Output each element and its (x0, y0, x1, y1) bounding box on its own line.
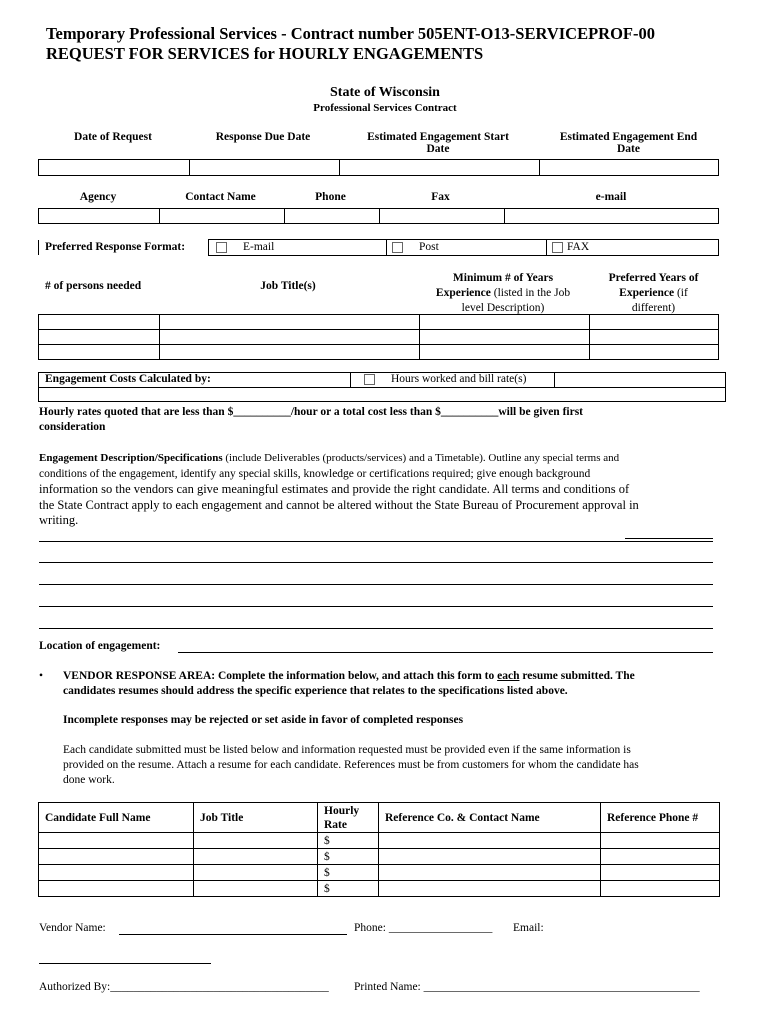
location-label: Location of engagement: (39, 640, 161, 652)
post-format-checkbox[interactable] (392, 242, 403, 253)
description-line-3[interactable] (39, 584, 713, 585)
reference-contact-cell[interactable] (379, 833, 601, 849)
engagement-costs-label: Engagement Costs Calculated by: (45, 373, 211, 385)
description-line-5[interactable] (39, 628, 713, 629)
reference-phone-cell[interactable] (601, 865, 720, 881)
document-title-line1: Temporary Professional Services - Contract number 505ENT-O13-SERVICEPROF-00 (46, 24, 655, 43)
description-line-1[interactable] (39, 541, 713, 542)
job-title-cell[interactable] (194, 881, 318, 897)
candidate-table (38, 802, 720, 897)
reference-phone-header: Reference Phone # (601, 803, 720, 833)
end-date-label: Estimated Engagement End Date (559, 131, 698, 155)
vendor-phone-field[interactable]: Phone: __________________ (354, 922, 493, 934)
preferred-years-label: Preferred Years of Experience (if different) (608, 272, 699, 314)
hourly-rate-cell[interactable]: $ (318, 881, 379, 897)
agency-input-row[interactable] (38, 208, 719, 224)
reference-contact-header: Reference Co. & Contact Name (379, 803, 601, 833)
response-due-date-label: Response Due Date (215, 131, 311, 143)
rates-line1: Hourly rates quoted that are less than $__________/hour or a total cost less than $__________will be given first (39, 406, 584, 418)
post-format-option: Post (419, 241, 439, 253)
min-years-label: Minimum # of Years Experience (listed in the Job level Description) (435, 272, 571, 314)
vendor-name-label: Vendor Name: (39, 922, 106, 934)
reference-contact-cell[interactable] (379, 865, 601, 881)
vendor-email-label: Email: (513, 922, 544, 934)
date-of-request-label: Date of Request (74, 131, 152, 143)
agency-label: Agency (79, 191, 117, 203)
document-title-line2: REQUEST FOR SERVICES for HOURLY ENGAGEMENTS (46, 44, 484, 63)
hours-checkbox[interactable] (364, 374, 375, 385)
candidate-name-header: Candidate Full Name (39, 803, 194, 833)
hours-option: Hours worked and bill rate(s) (391, 373, 527, 385)
job-title-header: Job Title (194, 803, 318, 833)
candidate-instructions: Each candidate submitted must be listed below and information requested must be provided even if the same information is provided on the resume. Attach a resume for each candidate. References must be from customers for whom the candidate has done work. (63, 744, 639, 786)
vendor-response-heading: VENDOR RESPONSE AREA: Complete the information below, and attach this form to each resume submitted. The (63, 670, 635, 682)
job-title-cell[interactable] (194, 849, 318, 865)
state-heading: State of Wisconsin (330, 85, 440, 100)
fax-format-checkbox[interactable] (552, 242, 563, 253)
contact-name-label: Contact Name (185, 191, 256, 203)
printed-name-field[interactable]: Printed Name: ________________________________________________ (354, 981, 700, 993)
reference-phone-cell[interactable] (601, 849, 720, 865)
persons-input-grid[interactable] (38, 314, 719, 360)
bullet: • (39, 670, 44, 682)
persons-needed-label: # of persons needed (45, 280, 142, 292)
email-format-option: E-mail (243, 241, 275, 253)
email-format-checkbox[interactable] (216, 242, 227, 253)
reference-contact-cell[interactable] (379, 881, 601, 897)
format-left-rule (38, 240, 39, 255)
email-label: e-mail (595, 191, 627, 203)
location-input-line[interactable] (178, 652, 713, 653)
candidate-name-cell[interactable] (39, 833, 194, 849)
contract-type-heading: Professional Services Contract (313, 102, 457, 114)
description-line-4[interactable] (39, 606, 713, 607)
candidate-name-cell[interactable] (39, 849, 194, 865)
fax-format-option: FAX (567, 241, 590, 253)
hourly-rate-cell[interactable]: $ (318, 833, 379, 849)
job-title-cell[interactable] (194, 833, 318, 849)
candidate-name-cell[interactable] (39, 865, 194, 881)
table-row[interactable] (39, 833, 720, 849)
signature-line[interactable] (39, 963, 211, 964)
table-row[interactable] (39, 865, 720, 881)
incomplete-responses-note: Incomplete responses may be rejected or set aside in favor of completed responses (63, 714, 464, 726)
candidate-table-header (39, 803, 720, 833)
fax-label: Fax (431, 191, 450, 203)
reference-phone-cell[interactable] (601, 833, 720, 849)
rates-line2: consideration (39, 421, 106, 433)
response-format-label: Preferred Response Format: (45, 241, 186, 253)
description-line-2[interactable] (39, 562, 713, 563)
job-titles-label: Job Title(s) (260, 280, 316, 292)
request-dates-input-row[interactable] (38, 159, 719, 176)
reference-contact-cell[interactable] (379, 849, 601, 865)
vendor-response-line2: candidates resumes should address the specific experience that relates to the specifications listed above. (63, 685, 568, 697)
job-title-cell[interactable] (194, 865, 318, 881)
description-short-line (625, 538, 713, 539)
hourly-rate-cell[interactable]: $ (318, 849, 379, 865)
engagement-description: Engagement Description/Specifications (include Deliverables (products/services) and a Timetable). Outline any special terms and conditions of the engagement, identify any special skills, knowledge or certifications required; give enough background information so the vendors can give meaningful estimates and provide the right candidate. All terms and conditions of the State Contract apply to each engagement and cannot be altered without the State Bureau of Procurement approval in writing. (39, 452, 639, 527)
reference-phone-cell[interactable] (601, 881, 720, 897)
hourly-rate-header: Hourly Rate (318, 803, 379, 833)
phone-label: Phone (315, 191, 346, 203)
response-format-options (208, 239, 719, 256)
hourly-rate-cell[interactable]: $ (318, 865, 379, 881)
table-row[interactable] (39, 881, 720, 897)
candidate-name-cell[interactable] (39, 881, 194, 897)
authorized-by-field[interactable]: Authorized By:______________________________________ (39, 981, 329, 993)
table-row[interactable] (39, 849, 720, 865)
vendor-name-input-line[interactable] (119, 934, 347, 935)
start-date-label: Estimated Engagement Start Date (367, 131, 509, 155)
